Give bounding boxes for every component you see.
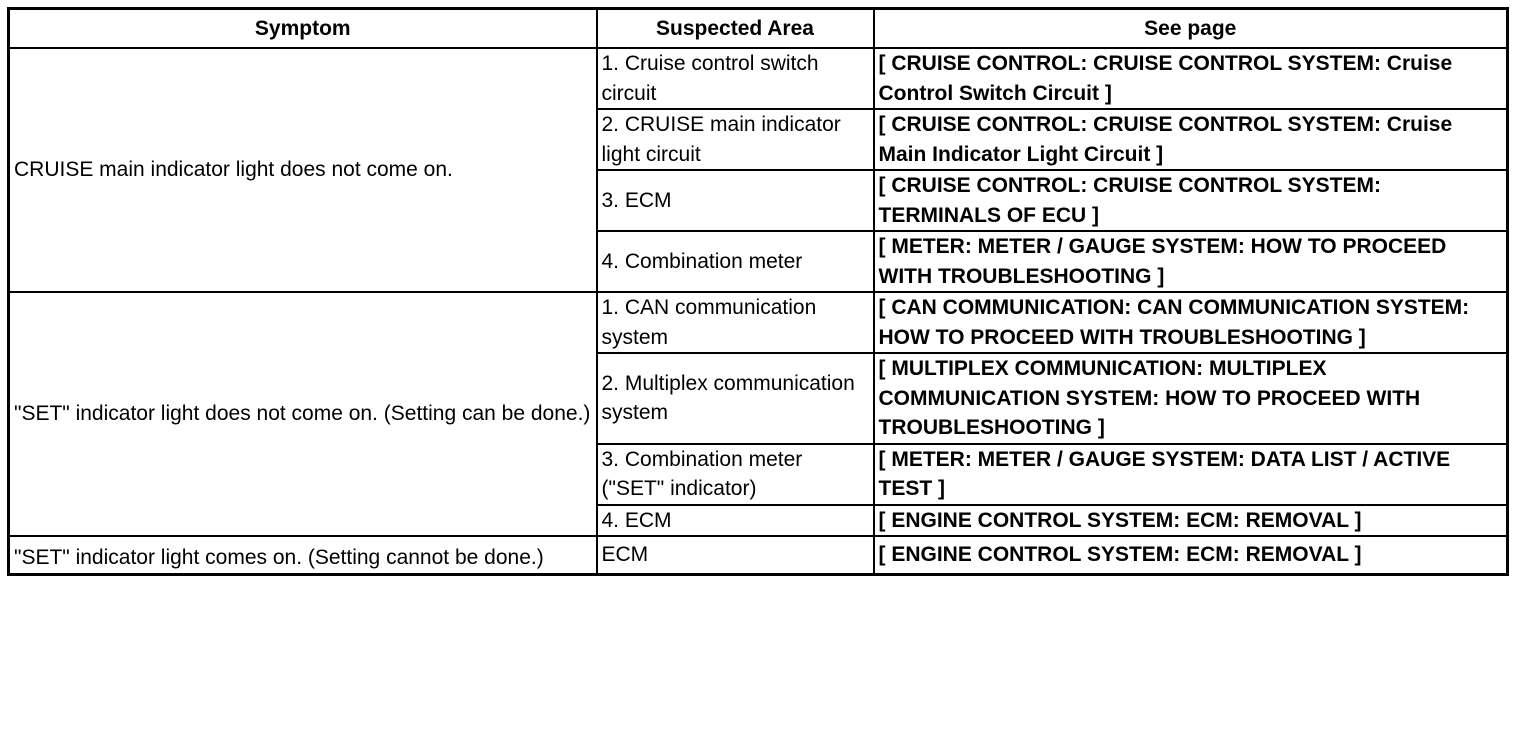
- header-see-page: See page: [874, 9, 1508, 49]
- suspected-area-cell: ECM: [597, 536, 874, 574]
- see-page-link[interactable]: [ CAN COMMUNICATION: CAN COMMUNICATION SYSTEM: HOW TO PROCEED WITH TROUBLESHOOTING ]: [874, 292, 1508, 353]
- suspected-area-cell: 1. Cruise control switch circuit: [597, 48, 874, 109]
- troubleshooting-table: [7, 7, 1509, 576]
- see-page-link[interactable]: [ METER: METER / GAUGE SYSTEM: DATA LIST / ACTIVE TEST ]: [874, 444, 1508, 505]
- see-page-link[interactable]: [ METER: METER / GAUGE SYSTEM: HOW TO PROCEED WITH TROUBLESHOOTING ]: [874, 231, 1508, 292]
- table-row: [9, 48, 1508, 109]
- suspected-area-cell: 4. ECM: [597, 505, 874, 537]
- suspected-area-cell: 4. Combination meter: [597, 231, 874, 292]
- suspected-area-cell: 1. CAN communication system: [597, 292, 874, 353]
- suspected-area-cell: 3. Combination meter ("SET" indicator): [597, 444, 874, 505]
- see-page-link[interactable]: [ MULTIPLEX COMMUNICATION: MULTIPLEX COMMUNICATION SYSTEM: HOW TO PROCEED WITH TROUBLESHOOTING ]: [874, 353, 1508, 444]
- see-page-link[interactable]: [ ENGINE CONTROL SYSTEM: ECM: REMOVAL ]: [874, 536, 1508, 574]
- header-row: [9, 9, 1508, 49]
- suspected-area-cell: 2. CRUISE main indicator light circuit: [597, 109, 874, 170]
- see-page-link[interactable]: [ CRUISE CONTROL: CRUISE CONTROL SYSTEM: Cruise Control Switch Circuit ]: [874, 48, 1508, 109]
- see-page-link[interactable]: [ CRUISE CONTROL: CRUISE CONTROL SYSTEM: TERMINALS OF ECU ]: [874, 170, 1508, 231]
- header-suspected-area: Suspected Area: [597, 9, 874, 49]
- table-row: [9, 292, 1508, 353]
- symptom-cell: "SET" indicator light does not come on. (Setting can be done.): [9, 292, 597, 536]
- see-page-link[interactable]: [ CRUISE CONTROL: CRUISE CONTROL SYSTEM: Cruise Main Indicator Light Circuit ]: [874, 109, 1508, 170]
- suspected-area-cell: 2. Multiplex communication system: [597, 353, 874, 444]
- table-row: [9, 536, 1508, 574]
- suspected-area-cell: 3. ECM: [597, 170, 874, 231]
- symptom-cell: CRUISE main indicator light does not come on.: [9, 48, 597, 292]
- see-page-link[interactable]: [ ENGINE CONTROL SYSTEM: ECM: REMOVAL ]: [874, 505, 1508, 537]
- symptom-cell: "SET" indicator light comes on. (Setting cannot be done.): [9, 536, 597, 574]
- header-symptom: Symptom: [9, 9, 597, 49]
